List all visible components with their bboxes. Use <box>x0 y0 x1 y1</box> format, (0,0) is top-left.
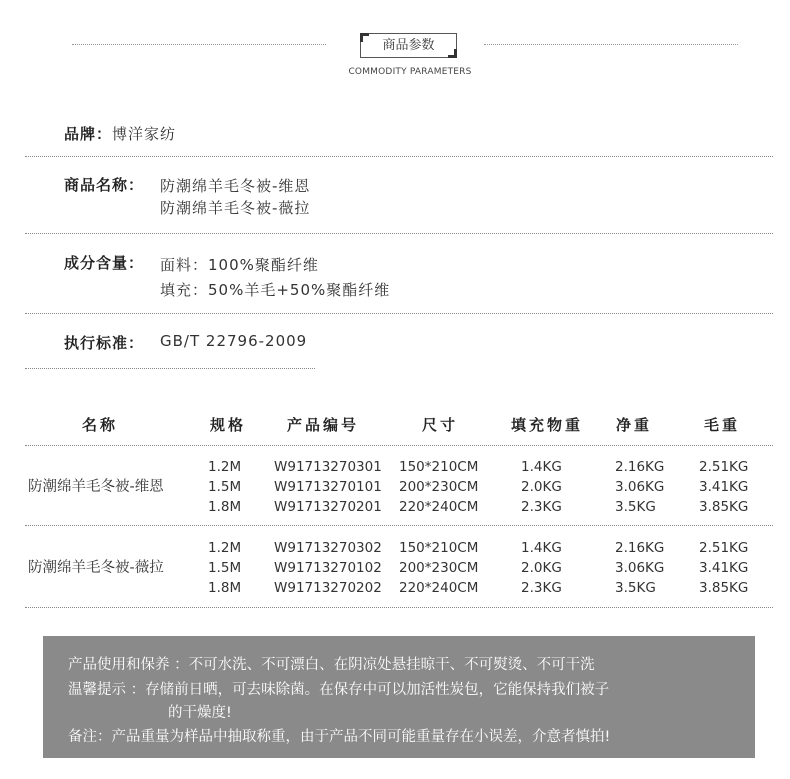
col-header-gross-weight: 毛重 <box>703 416 740 434</box>
divider <box>25 156 773 157</box>
cell-spec: 1.5M <box>208 560 242 576</box>
cell-spec: 1.2M <box>208 540 242 556</box>
table-divider <box>25 445 773 446</box>
cell-size: 200*230CM <box>399 560 479 576</box>
cell-size: 220*240CM <box>399 499 479 515</box>
cell-net-weight: 2.16KG <box>615 459 665 475</box>
cell-fill-weight: 1.4KG <box>521 540 562 556</box>
cell-code: W91713270302 <box>274 540 382 556</box>
cell-net-weight: 2.16KG <box>615 540 665 556</box>
col-header-size: 尺寸 <box>421 416 458 434</box>
table-divider <box>25 525 773 526</box>
care-note: 产品使用和保养 ：不可水洗、不可漂白、在阴凉处悬挂晾干、不可熨烫、不可干洗 <box>68 657 595 673</box>
cell-code: W91713270301 <box>274 459 382 475</box>
col-header-name: 名称 <box>81 416 118 434</box>
cell-spec: 1.8M <box>208 580 242 596</box>
col-header-net-weight: 净重 <box>615 416 652 434</box>
product-name-value: 防潮绵羊毛冬被-薇拉 <box>160 199 311 217</box>
cell-net-weight: 3.5KG <box>615 499 656 515</box>
cell-gross-weight: 3.85KG <box>699 499 749 515</box>
cell-gross-weight: 3.85KG <box>699 580 749 596</box>
cell-net-weight: 3.06KG <box>615 479 665 495</box>
cell-spec: 1.2M <box>208 459 242 475</box>
composition-value: 面料：100%聚酯纤维 <box>160 256 319 274</box>
col-header-code: 产品编号 <box>286 416 359 434</box>
tip-note: 温馨提示 ：存储前日晒，可去味除菌。在保存中可以加活性炭包，它能保持我们被子 <box>68 682 610 698</box>
cell-gross-weight: 2.51KG <box>699 540 749 556</box>
cell-size: 220*240CM <box>399 580 479 596</box>
table-group-name: 防潮绵羊毛冬被-维恩 <box>28 479 164 495</box>
cell-fill-weight: 2.3KG <box>521 580 562 596</box>
header-left-rule <box>72 44 326 45</box>
cell-gross-weight: 3.41KG <box>699 560 749 576</box>
standard-value: GB/T 22796-2009 <box>160 332 308 350</box>
divider <box>25 368 315 369</box>
header-right-rule <box>484 44 738 45</box>
cell-code: W91713270202 <box>274 580 382 596</box>
table-group-name: 防潮绵羊毛冬被-薇拉 <box>28 560 164 576</box>
cell-gross-weight: 2.51KG <box>699 459 749 475</box>
cell-fill-weight: 1.4KG <box>521 459 562 475</box>
col-header-fill-weight: 填充物重 <box>510 416 583 434</box>
cell-size: 150*210CM <box>399 459 479 475</box>
tip-note-continued: 的干燥度! <box>168 705 232 721</box>
cell-net-weight: 3.5KG <box>615 580 656 596</box>
remark-note: 备注：产品重量为样品中抽取称重，由于产品不同可能重量存在小误差，介意者慎拍! <box>68 729 611 745</box>
cell-size: 200*230CM <box>399 479 479 495</box>
product-name-label: 商品名称： <box>64 176 145 194</box>
table-divider <box>25 607 773 608</box>
cell-gross-weight: 3.41KG <box>699 479 749 495</box>
divider <box>25 313 773 314</box>
cell-size: 150*210CM <box>399 540 479 556</box>
cell-code: W91713270101 <box>274 479 382 495</box>
cell-spec: 1.5M <box>208 479 242 495</box>
col-header-spec: 规格 <box>209 416 246 434</box>
cell-code: W91713270102 <box>274 560 382 576</box>
cell-fill-weight: 2.3KG <box>521 499 562 515</box>
cell-fill-weight: 2.0KG <box>521 560 562 576</box>
cell-net-weight: 3.06KG <box>615 560 665 576</box>
divider <box>25 233 773 234</box>
cell-code: W91713270201 <box>274 499 382 515</box>
notes-panel <box>43 636 755 758</box>
composition-label: 成分含量： <box>64 254 145 272</box>
cell-spec: 1.8M <box>208 499 242 515</box>
cell-fill-weight: 2.0KG <box>521 479 562 495</box>
brand-value: 博洋家纺 <box>112 125 177 143</box>
composition-value: 填充：50%羊毛+50%聚酯纤维 <box>160 281 391 299</box>
section-subtitle: COMMODITY PARAMETERS <box>348 67 472 77</box>
section-title: 商品参数 <box>360 33 457 58</box>
product-name-value: 防潮绵羊毛冬被-维恩 <box>160 177 311 195</box>
standard-label: 执行标准： <box>64 334 145 352</box>
brand-label: 品牌： <box>64 125 113 143</box>
